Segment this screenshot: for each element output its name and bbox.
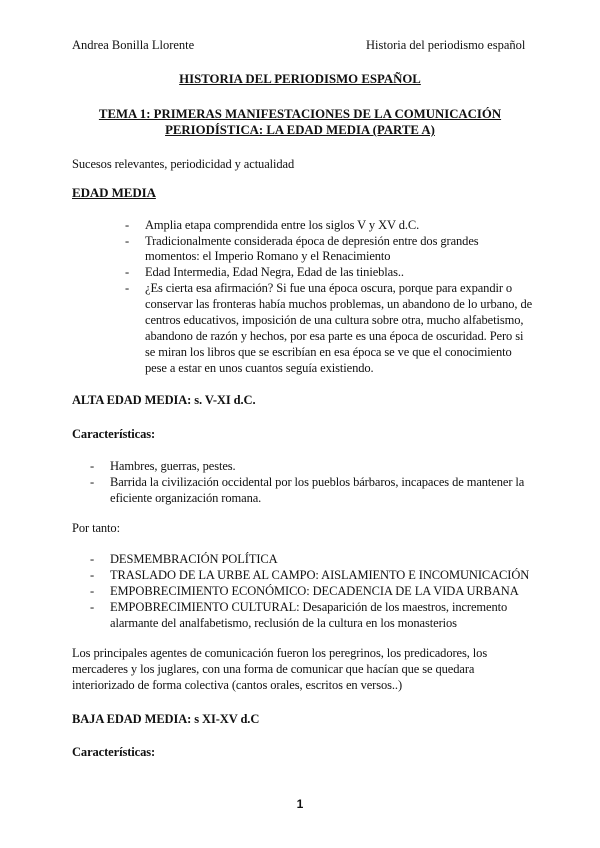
document-title: HISTORIA DEL PERIODISMO ESPAÑOL	[179, 72, 421, 86]
edad-media-heading: EDAD MEDIA	[72, 185, 156, 200]
list-item: ¿Es cierta esa afirmación? Si fue una época oscura, porque para expandir o	[145, 281, 513, 295]
alta-edad-media-heading: ALTA EDAD MEDIA: s. V-XI d.C.	[72, 393, 256, 407]
bullet-dash: -	[90, 568, 95, 582]
paragraph-line: Los principales agentes de comunicación fueron los peregrinos, los predicadores, los	[72, 646, 488, 660]
list-item: conservar las fronteras había muchos problemas, un abandono de lo urbano, de	[145, 297, 533, 311]
header-subject: Historia del periodismo español	[366, 38, 526, 52]
list-item: se miran los libros que se escribían en esa época se ve que el conocimiento	[145, 345, 512, 359]
list-item: abandono de razón y hechos, por esa parte es una época de oscuridad. Pero si	[145, 329, 524, 343]
list-item: Amplia etapa comprendida entre los siglos V y XV d.C.	[145, 218, 420, 232]
list-item: pese a estar en unos cuantos seguía existiendo.	[145, 361, 374, 375]
list-item: Tradicionalmente considerada época de depresión entre dos grandes	[145, 234, 479, 248]
bullet-dash: -	[90, 475, 95, 489]
list-item: momentos: el Imperio Romano y el Renacimiento	[145, 249, 391, 263]
list-item: alarmante del analfabetismo, reclusión de la cultura en los monasterios	[110, 616, 457, 630]
paragraph-line: mercaderes y los juglares, con una forma de comunicar que hacían que se quedara	[72, 662, 475, 676]
bullet-dash: -	[90, 584, 95, 598]
baja-caracteristicas-label: Características:	[72, 745, 156, 759]
tema-title-line1: TEMA 1: PRIMERAS MANIFESTACIONES DE LA COMUNICACIÓN	[98, 107, 502, 121]
list-item: TRASLADO DE LA URBE AL CAMPO: AISLAMIENTO E INCOMUNICACIÓN	[110, 568, 530, 582]
list-item: EMPOBRECIMIENTO ECONÓMICO: DECADENCIA DE LA VIDA URBANA	[110, 584, 519, 598]
list-item: EMPOBRECIMIENTO CULTURAL: Desaparición de los maestros, incremento	[110, 600, 508, 614]
list-item: Edad Intermedia, Edad Negra, Edad de las tinieblas..	[145, 265, 404, 279]
list-item: eficiente organización romana.	[110, 491, 262, 505]
bullet-dash: -	[90, 552, 95, 566]
page-number: 1	[296, 797, 304, 811]
baja-edad-media-heading: BAJA EDAD MEDIA: s XI-XV d.C	[72, 712, 260, 726]
bullet-dash: -	[125, 265, 130, 279]
list-item: Barrida la civilización occidental por los pueblos bárbaros, incapaces de mantener la	[110, 475, 525, 489]
list-item: Hambres, guerras, pestes.	[110, 459, 236, 473]
header-author: Andrea Bonilla Llorente	[72, 38, 195, 52]
bullet-dash: -	[125, 281, 130, 295]
bullet-dash: -	[90, 459, 95, 473]
list-item: centros educativos, imposición de una cultura sobre otra, mucho alfabetismo,	[145, 313, 524, 327]
list-item: DESMEMBRACIÓN POLÍTICA	[110, 552, 278, 566]
por-tanto-text: Por tanto:	[72, 521, 120, 535]
paragraph-line: interiorizado de forma colectiva (cantos orales, escritos en versos..)	[72, 678, 403, 692]
alta-caracteristicas-label: Características:	[72, 427, 156, 441]
intro-text: Sucesos relevantes, periodicidad y actualidad	[72, 157, 295, 171]
bullet-dash: -	[125, 218, 130, 232]
bullet-dash: -	[125, 234, 130, 248]
tema-title-line2: PERIODÍSTICA: LA EDAD MEDIA (PARTE A)	[165, 123, 435, 137]
bullet-dash: -	[90, 600, 95, 614]
